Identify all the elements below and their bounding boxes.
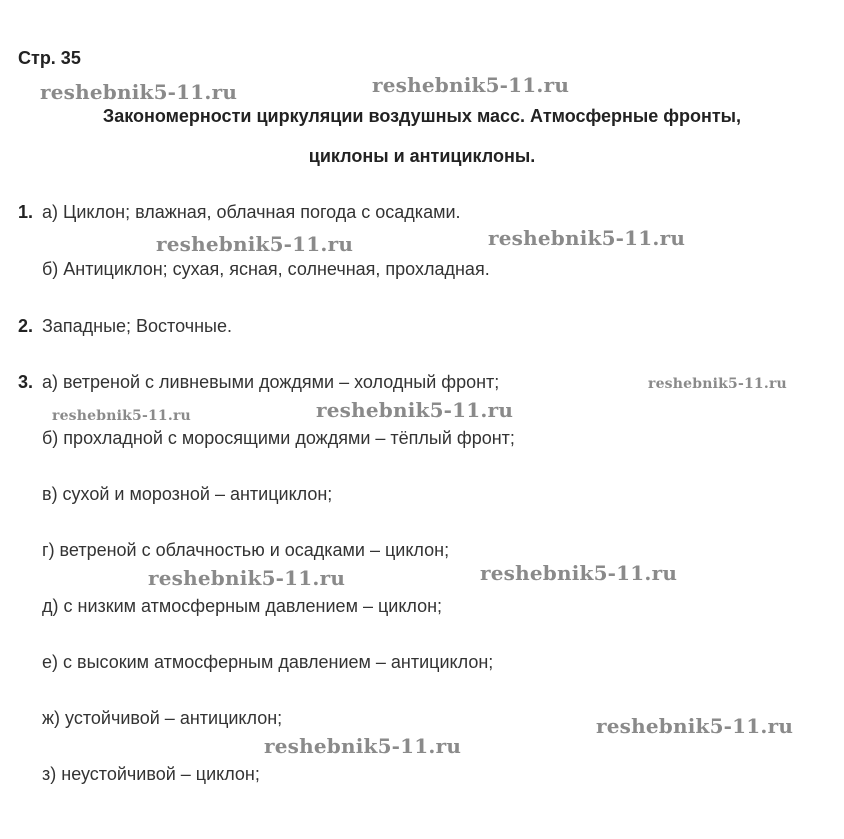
answer-line: ж) устойчивой – антициклон; bbox=[42, 708, 283, 728]
answer-line: б) Антициклон; сухая, ясная, солнечная, прохладная. bbox=[42, 259, 490, 279]
watermark: reshebnik5-11.ru bbox=[52, 408, 191, 424]
watermark: reshebnik5-11.ru bbox=[488, 226, 686, 250]
answer-line: а) ветреной с ливневыми дождями – холодный фронт; bbox=[42, 372, 500, 392]
watermark: reshebnik5-11.ru bbox=[156, 232, 354, 256]
watermark: reshebnik5-11.ru bbox=[316, 398, 514, 422]
answer-line: а) Циклон; влажная, облачная погода с осадками. bbox=[42, 202, 461, 222]
answer-line: б) прохладной с моросящими дождями – тёплый фронт; bbox=[42, 428, 515, 448]
watermark: reshebnik5-11.ru bbox=[648, 376, 787, 392]
page-label: Стр. 35 bbox=[18, 48, 81, 68]
answer-line: г) ветреной с облачностью и осадками – циклон; bbox=[42, 540, 450, 560]
task-number: 2. bbox=[18, 316, 34, 336]
watermark: reshebnik5-11.ru bbox=[264, 734, 462, 758]
watermark: reshebnik5-11.ru bbox=[40, 80, 238, 104]
watermark: reshebnik5-11.ru bbox=[480, 561, 678, 585]
title-line-1: Закономерности циркуляции воздушных масс. Атмосферные фронты, bbox=[102, 106, 742, 126]
answer-line: е) с высоким атмосферным давлением – антициклон; bbox=[42, 652, 494, 672]
title-line-2: циклоны и антициклоны. bbox=[308, 146, 536, 166]
answer-line: Западные; Восточные. bbox=[42, 316, 232, 336]
task-number: 1. bbox=[18, 202, 34, 222]
answer-line: з) неустойчивой – циклон; bbox=[42, 764, 260, 784]
watermark: reshebnik5-11.ru bbox=[596, 714, 794, 738]
answer-line: в) сухой и морозной – антициклон; bbox=[42, 484, 333, 504]
task-number: 3. bbox=[18, 372, 34, 392]
watermark: reshebnik5-11.ru bbox=[148, 566, 346, 590]
watermark: reshebnik5-11.ru bbox=[372, 73, 570, 97]
answer-line: д) с низким атмосферным давлением – циклон; bbox=[42, 596, 443, 616]
